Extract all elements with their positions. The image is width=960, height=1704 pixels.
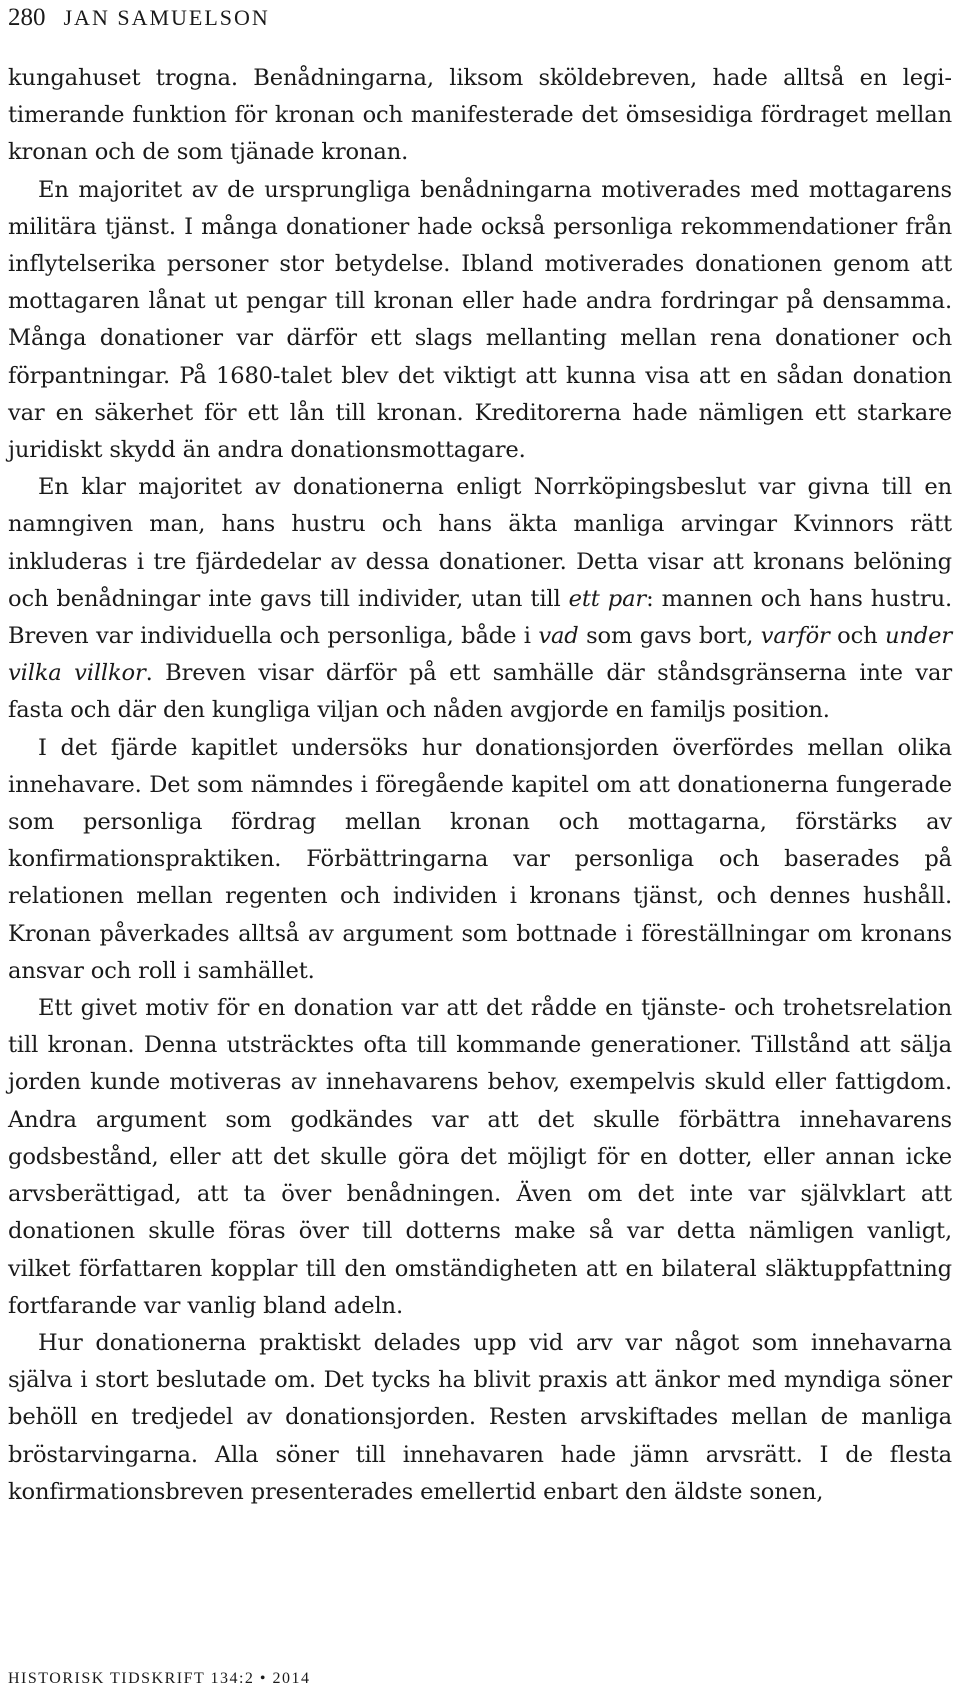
paragraph xyxy=(8,172,952,470)
italic-text: ett par xyxy=(568,585,647,612)
text-run: En majoritet av de ursprungliga benådningarna motiverades med mottagarens militära tjänst. I många donationer hade också personliga rekommendationer från inflytelserika personer stor betydelse. Ibland motiverades donationen genom att mottagaren lånat ut pengar till kronan eller hade andra fordringar på densamma. Många donationer var därför ett slags mellanting mellan rena donationer och förpantningar. På 1680-talet blev det viktigt att kunna visa att en sådan donation var en säkerhet för ett lån till kronan. Kreditorerna hade nämligen ett starkare juridiskt skydd än andra donationsmottagare. xyxy=(8,176,952,464)
text-run: En klar majoritet av donationerna enligt Norrköpingsbeslut var givna till en namngiven man, hans hustru och hans äkta manliga arvingar Kvinnors rätt inkluderas i tre fjärdedelar av dessa donationer. Detta visar att kronans belöning och benådningar inte gavs till individer, utan till xyxy=(8,474,952,612)
text-run: : mannen och hans hustru. Breven var individuella och personliga, både i xyxy=(8,585,953,650)
paragraph xyxy=(8,730,952,990)
italic-text: varför xyxy=(760,623,830,650)
body-text xyxy=(8,60,952,1511)
text-run: I det fjärde kapitlet undersöks hur donationsjorden överfördes mellan olika innehavare. Det som nämndes i föregående kapitel om att donationerna fungerade som personliga fördrag mellan kronan och mottagarna, förstärks av konfirmationspraktiken. Förbättringarna var personliga och baserades på relationen mellan regenten och individen i kronans tjänst, och dennes hushåll. Kronan påverkades alltså av argument som bottnade i föreställningar om kronans ansvar och roll i samhället. xyxy=(8,734,952,984)
running-head-author: JAN SAMUELSON xyxy=(63,5,270,30)
italic-text: vad xyxy=(538,623,579,650)
text-run: Hur donationerna praktiskt delades upp vid arv var något som innehavarna själva i stort beslutade om. Det tycks ha blivit praxis att änkor med myndiga söner behöll en tredjedel av donationsjorden. Resten arvskiftades mellan de manliga bröstarvingarna. Alla söner till innehavaren hade jämn arvsrätt. I de flesta konfirmationsbreven presenterades emellertid enbart den äldste sonen, xyxy=(8,1329,952,1505)
running-head xyxy=(8,4,270,44)
paragraph xyxy=(8,60,952,172)
text-run: Ett givet motiv för en donation var att det rådde en tjänste- och trohetsrelation till kronan. Denna utsträcktes ofta till kommande generationer. Tillstånd att sälja jorden kunde motiveras av innehavarens behov, exempelvis skuld eller fattigdom. Andra argument som godkändes var att det skulle förbättra innehavarens godsbestånd, eller att det skulle göra det möjligt för en dotter, eller annan icke arvsberättigad, att ta över benådningen. Även om det inte var självklart att donationen skulle föras över till dotterns make så var detta nämligen vanligt, vilket författaren kopplar till den omständigheten att en bilateral släktuppfattning fortfarande var vanlig bland adeln. xyxy=(8,995,952,1319)
text-run: och xyxy=(829,623,885,650)
paragraph xyxy=(8,1325,952,1511)
text-run: kungahuset trogna. Benådningarna, liksom sköldebreven, hade alltså en legitimerande funktion för kronan och manifesterade det ömsesidiga fördraget mellan kronan och de som tjänade kronan. xyxy=(8,65,952,166)
text-run: . Breven visar därför på ett samhälle där ståndsgränserna inte var fasta och där den kungliga viljan och nåden avgjorde en familjs position. xyxy=(8,660,952,724)
page-number: 280 xyxy=(8,4,46,31)
running-footer: HISTORISK TIDSKRIFT 134:2 • 2014 xyxy=(8,1670,311,1687)
paragraph xyxy=(8,990,952,1325)
text-run: som gavs bort, xyxy=(578,623,761,650)
italic-text: under vilka villkor xyxy=(8,623,952,687)
paragraph xyxy=(8,469,952,729)
